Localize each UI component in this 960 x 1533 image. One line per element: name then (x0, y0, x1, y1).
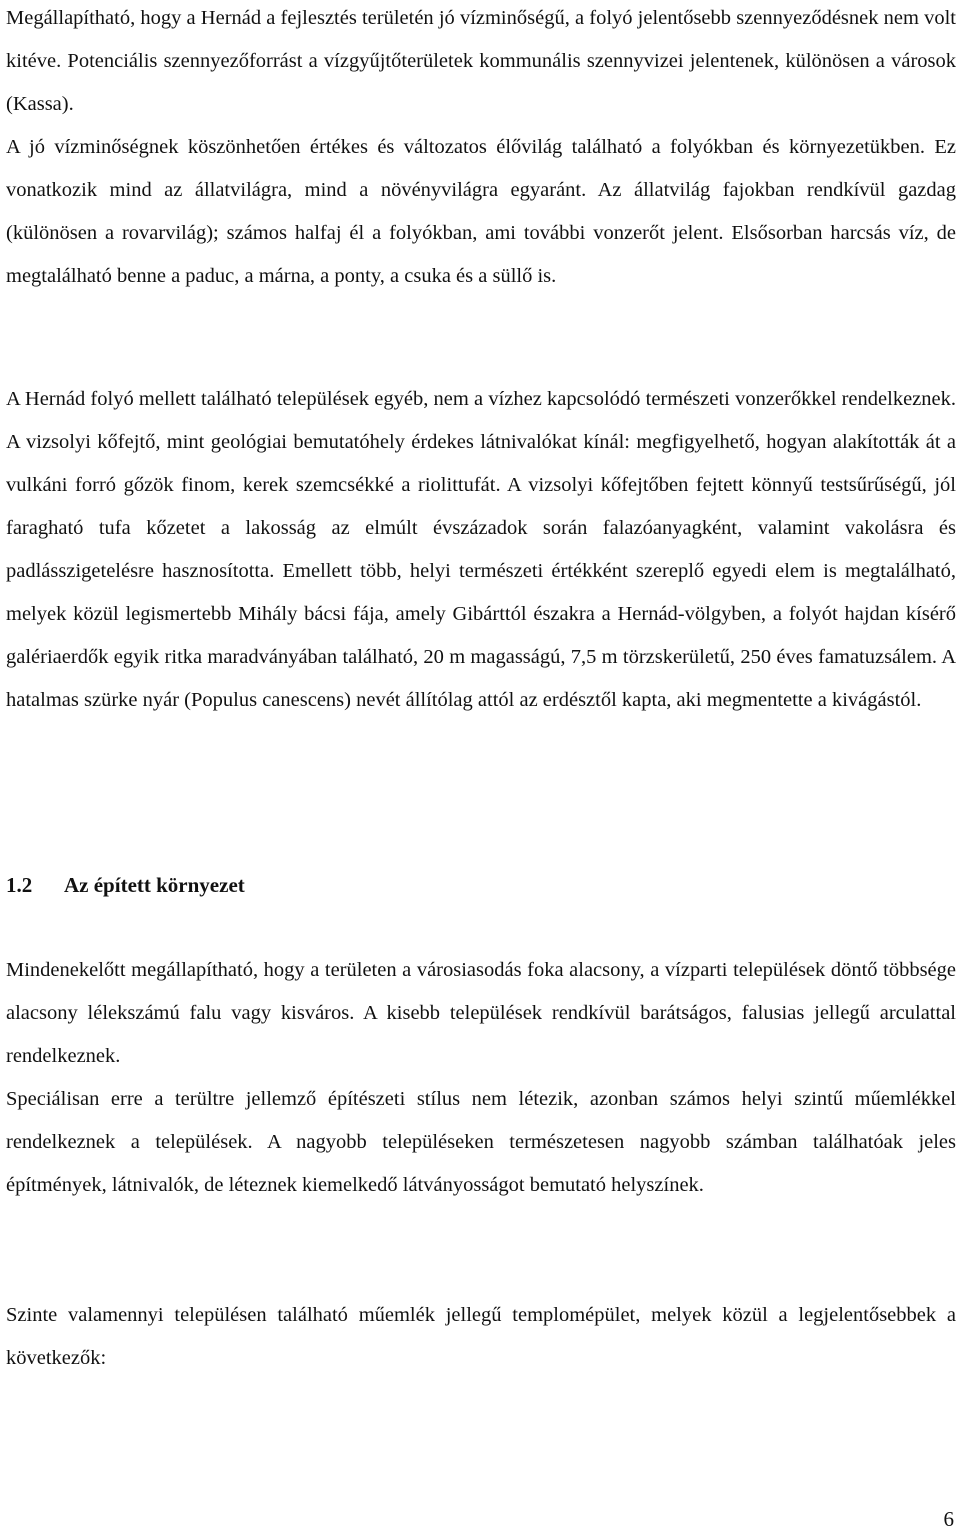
sentence: Emellett több, helyi természeti értékként szereplő egyedi elem is megtalálható, melyek közül legismertebb Mihály bácsi fája, amely Gibárttól északra a Hernád-völgyben, a folyót hajdan kísérő galériaerdők egyik ritka maradványában található, 20 m magasságú, 7,5 m törzskerületű, 250 éves famatuzsálem. (6, 560, 956, 668)
sentence: Elsősorban harcsás víz, de megtalálható benne a paduc, a márna, a ponty, a csuka és a süllő is. (6, 222, 956, 287)
sentence: A kisebb települések rendkívül barátságos, falusias jellegű arculattal rendelkeznek. (6, 1002, 956, 1067)
sentence: Az állatvilág fajokban rendkívül gazdag (különösen a rovarvilág); számos halfaj él a folyókban, ami további vonzerőt jelent. (6, 179, 957, 244)
sentence: A jó vízminőségnek köszönhetően értékes és változatos élővilág található a folyókban és környezetükben. (6, 136, 926, 158)
sentence: Mindenekelőtt megállapítható, hogy a területen a városiasodás foka alacsony, a vízparti települések döntő többsége alacsony lélekszámú falu vagy kisváros. (6, 959, 956, 1024)
paragraph-natural-attractions (6, 378, 956, 722)
sentence: Ez vonatkozik mind az állatvilágra, mind a növényvilágra egyaránt. (6, 136, 957, 201)
page-number: 6 (943, 1507, 954, 1531)
paragraph-water-quality (6, 0, 956, 298)
paragraph-built-environment (6, 949, 956, 1207)
section-number: 1.2 (6, 873, 33, 897)
sentence: Megállapítható, hogy a Hernád a fejlesztés területén jó vízminőségű, a folyó jelentősebb szennyeződésnek nem volt kitéve. (6, 7, 956, 72)
sentence: A vizsolyi kőfejtő, mint geológiai bemutatóhely érdekes látnivalókat kínál: megfigyelhető, hogyan alakították át a vulkáni forró gőzök finom, kerek szemcsékké a riolittufát. (6, 431, 956, 496)
section-title: Az épített környezet (64, 873, 245, 897)
paragraph-text: Szinte valamennyi településen található műemlék jellegű templomépület, melyek közül a legjelentősebbek a következők: (6, 1304, 956, 1369)
sentence: A nagyobb településeken természetesen nagyobb számban találhatóak jeles építmények, látnivalók, de léteznek kiemelkedő látványosságot bemutató helyszínek. (6, 1131, 957, 1196)
sentence: A vizsolyi kőfejtőben fejtett könnyű testsűrűségű, jól faragható tufa kőzetet a lakosság az elmúlt évszázadok során falazóanyagként, valamint vakolásra és padlásszigetelésre hasznosította. (6, 474, 956, 582)
section-heading (6, 864, 956, 907)
paragraph-churches-intro (6, 1294, 956, 1380)
sentence: Speciálisan erre a terültre jellemző építészeti stílus nem létezik, azonban számos helyi szintű műemlékkel rendelkeznek a települések. (6, 1088, 956, 1153)
sentence: A hatalmas szürke nyár (Populus canescens) nevét állítólag attól az erdésztől kapta, aki megmentette a kivágástól. (6, 646, 956, 711)
sentence: Potenciális szennyezőforrást a vízgyűjtőterületek kommunális szennyvizei jelentenek, különösen a városok (Kassa). (6, 50, 956, 115)
sentence: A Hernád folyó mellett található települések egyéb, nem a vízhez kapcsolódó természeti vonzerőkkel rendelkeznek. (6, 388, 956, 410)
